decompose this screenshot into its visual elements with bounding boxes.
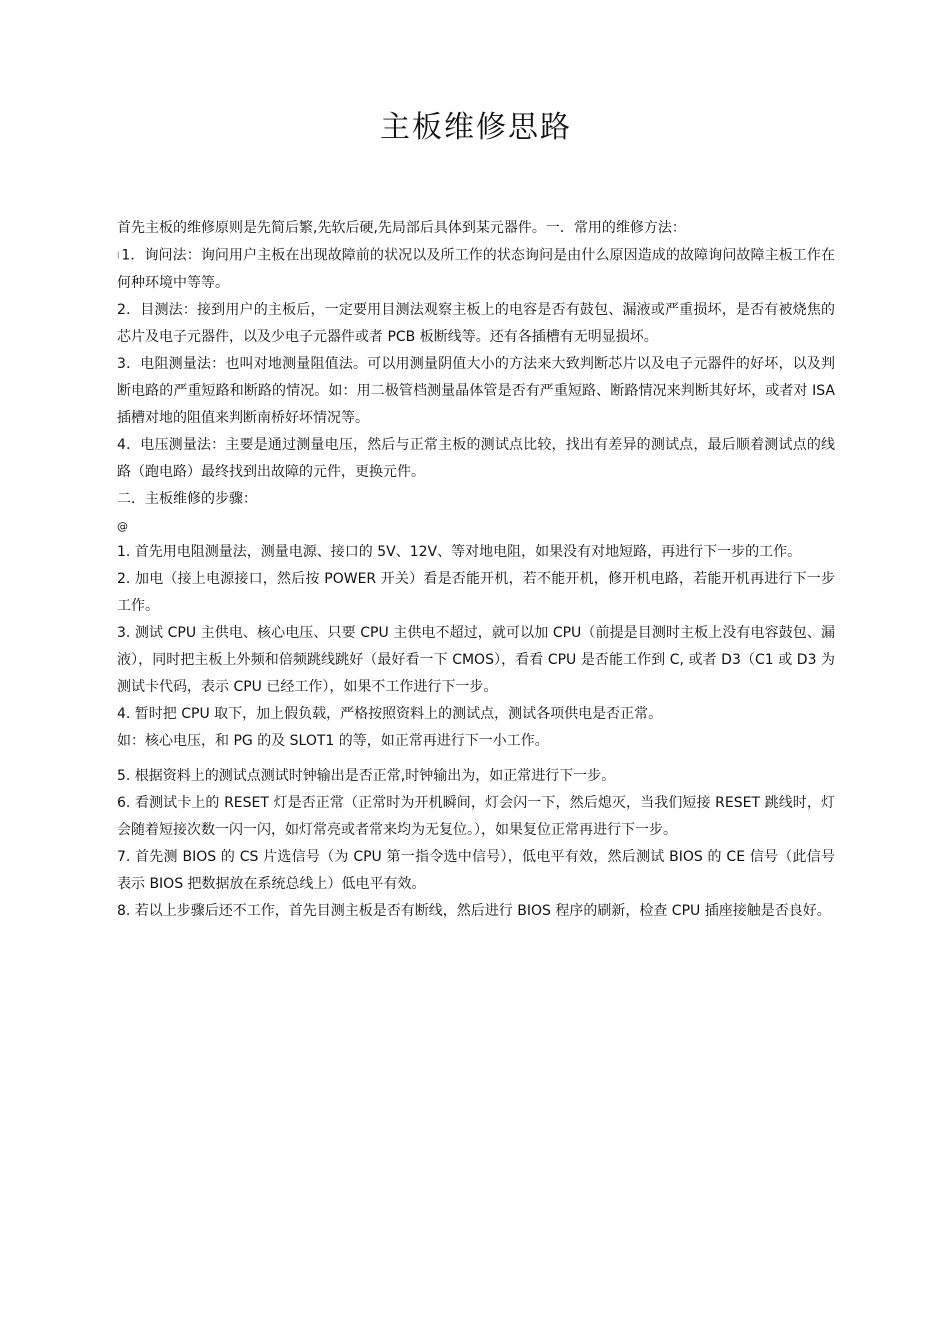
step-2-paragraph: 2. 加电（接上电源接口，然后按 POWER 开关）看是否能开机，若不能开机，修开机电路，若能开机再进行下一步工作。 xyxy=(117,570,835,614)
page-title: 主板维修思路 xyxy=(380,110,572,145)
step-8-paragraph: 8. 若以上步骤后还不工作，首先目测主板是否有断线，然后进行 BIOS 程序的刷新，检查 CPU 插座接触是否良好。 xyxy=(117,902,831,919)
step-5-paragraph: 5. 根据资料上的测试点测试时钟输出是否正常,时钟输出为，如正常进行下一步。 xyxy=(117,767,616,784)
margin-mark: | xyxy=(117,251,120,259)
method-2-paragraph: 2．目测法：接到用户的主板后，一定要用目测法观察主板上的电容是否有鼓包、漏液或严重损坏，是否有被烧焦的芯片及电子元器件，以及少电子元器件或者 PCB 板断线等。还有各插槽有无明显损坏。 xyxy=(117,301,835,345)
step-7-paragraph: 7. 首先测 BIOS 的 CS 片选信号（为 CPU 第一指令选中信号），低电平有效，然后测试 BIOS 的 CE 信号（此信号表示 BIOS 把数据放在系统总线上）低电平有效。 xyxy=(117,848,835,892)
step-1-paragraph: 1. 首先用电阻测量法，测量电源、接口的 5V、12V、等对地电阻，如果没有对地短路，再进行下一步的工作。 xyxy=(117,543,802,560)
intro-paragraph: 首先主板的维修原则是先简后繁,先软后硬,先局部后具体到某元器件。一．常用的维修方法： xyxy=(117,220,686,236)
step-4-note: 如：核心电压，和 PG 的及 SLOT1 的等，如正常再进行下一小工作。 xyxy=(117,732,549,749)
document-body xyxy=(117,215,835,925)
method-1-paragraph xyxy=(117,242,835,297)
method-3-paragraph: 3．电阻测量法：也叫对地测量阻值法。可以用测量阴值大小的方法来大致判断芯片以及电子元器件的好坏，以及判断电路的严重短路和断路的情况。如：用二极管档测量晶体管是否有严重短路、断路情况来判断其好坏，或者对 ISA 插槽对地的阻值来判断南桥好坏情况等。 xyxy=(117,355,835,426)
step-6-paragraph: 6. 看测试卡上的 RESET 灯是否正常（正常时为开机瞬间，灯会闪一下，然后熄灭，当我们短接 RESET 跳线时，灯会随着短接次数一闪一闪，如灯常亮或者常来均为无复位。），如果复位正常再进行下一步。 xyxy=(117,794,835,838)
method-1-text: 1．询问法：询问用户主板在出现故障前的状况以及所工作的状态询问是由什么原因造成的故障询问故障主板工作在何种环境中等等。 xyxy=(117,247,835,291)
method-4-paragraph: 4．电压测量法：主要是通过测量电压，然后与正常主板的测试点比较，找出有差异的测试点，最后顺着测试点的线路（跑电路）最终找到出故障的元件，更换元件。 xyxy=(117,436,835,480)
section-2-heading: 二．主板维修的步骤： xyxy=(117,490,257,507)
at-symbol: @ xyxy=(117,519,128,533)
step-3-paragraph: 3. 测试 CPU 主供电、核心电压、只要 CPU 主供电不超过，就可以加 CPU（前提是目测时主板上没有电容鼓包、漏液），同时把主板上外频和倍频跳线跳好（最好看一下 CMOS），看看 CPU 是否能工作到 C, 或者 D3（C1 或 D3 为测试卡代码，表示 CPU 已经工作），如果不工作进行下一步。 xyxy=(117,624,835,695)
step-4-paragraph: 4. 暂时把 CPU 取下，加上假负载，严格按照资料上的测试点，测试各项供电是否正常。 xyxy=(117,705,663,722)
